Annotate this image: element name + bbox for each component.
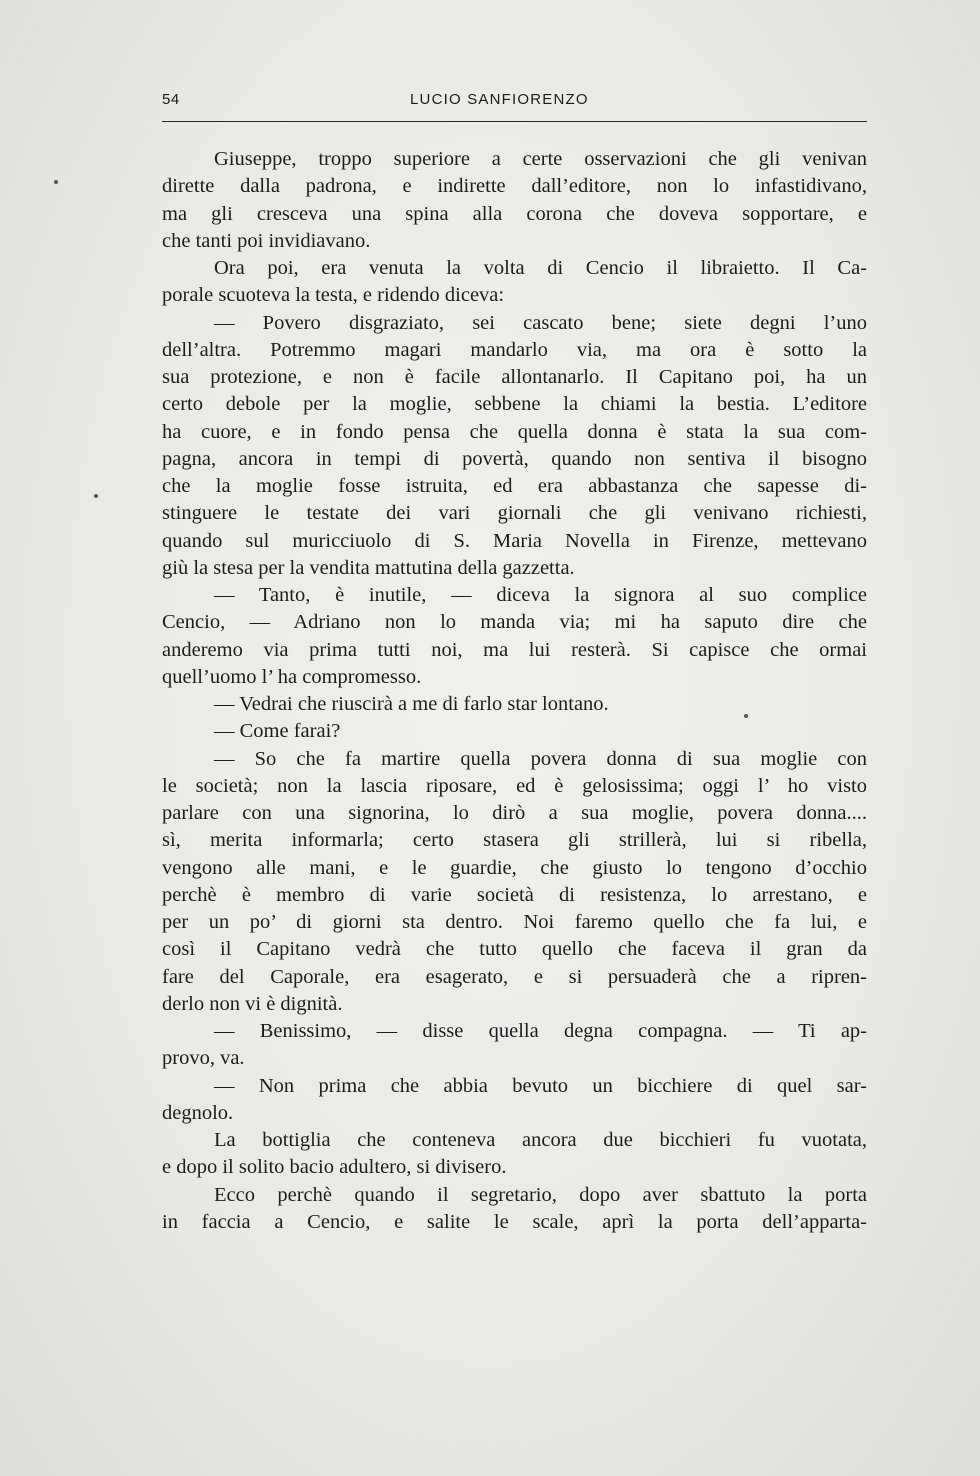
paper-speck	[94, 494, 98, 498]
text-line: — Tanto, è inutile, — diceva la signora al suo complice	[214, 584, 867, 606]
text-line: fare del Caporale, era esagerato, e si persuaderà che a ripren-	[162, 965, 867, 988]
running-head: LUCIO SANFIORENZO	[410, 91, 589, 108]
paper-speck	[744, 714, 748, 718]
text-line: La bottiglia che conteneva ancora due bicchieri fu vuotata,	[214, 1129, 867, 1151]
text-line: stinguere le testate dei vari giornali che gli venivano richiesti,	[162, 502, 867, 525]
text-line: — So che fa martire quella povera donna di sua moglie con	[214, 747, 867, 770]
text-line: che tanti poi invidiavano.	[162, 229, 371, 252]
text-line: — Non prima che abbia bevuto un bicchiere di quel sar-	[214, 1074, 867, 1097]
text-line: anderemo via prima tutti noi, ma lui resterà. Si capisce che ormai	[162, 638, 867, 661]
text-line: — Come farai?	[214, 720, 341, 743]
text-line: così il Capitano vedrà che tutto quello che faceva il gran da	[162, 938, 867, 961]
text-line: e dopo il solito bacio adultero, si divisero.	[162, 1156, 507, 1179]
text-line: vengono alle mani, e le guardie, che giusto lo tengono d’occhio	[162, 856, 867, 879]
text-line: degnolo.	[162, 1101, 234, 1124]
text-line: Cencio, — Adriano non lo manda via; mi ha saputo dire che	[162, 611, 867, 634]
text-line: giù la stesa per la vendita mattutina della gazzetta.	[162, 556, 575, 579]
text-line: perchè è membro di varie società di resistenza, lo arrestano, e	[162, 883, 867, 906]
text-line: — Vedrai che riuscirà a me di farlo star lontano.	[214, 693, 609, 715]
page-number: 54	[162, 91, 180, 108]
text-line: ma gli cresceva una spina alla corona che doveva sopportare, e	[162, 202, 867, 225]
text-line: — Povero disgraziato, sei cascato bene; siete degni l’uno	[214, 311, 867, 334]
text-line: in faccia a Cencio, e salite le scale, aprì la porta dell’apparta-	[162, 1210, 867, 1233]
page-header	[162, 88, 867, 118]
text-line: provo, va.	[162, 1047, 245, 1070]
header-rule	[162, 121, 867, 122]
text-line: Giuseppe, troppo superiore a certe osservazioni che gli venivan	[214, 148, 867, 170]
text-line: dirette dalla padrona, e indirette dall’editore, non lo infastidivano,	[162, 175, 867, 198]
text-line: Ora poi, era venuta la volta di Cencio il libraietto. Il Ca-	[214, 257, 867, 279]
text-line: certo debole per la moglie, sebbene la chiami la bestia. L’editore	[162, 393, 867, 416]
text-line: derlo non vi è dignità.	[162, 992, 343, 1015]
text-line: quando sul muricciuolo di S. Maria Novella in Firenze, mettevano	[162, 529, 867, 552]
text-line: sua protezione, e non è facile allontanarlo. Il Capitano poi, ha un	[162, 366, 867, 388]
text-line: porale scuoteva la testa, e ridendo diceva:	[162, 284, 505, 307]
text-line: quell’uomo l’ ha compromesso.	[162, 665, 422, 688]
text-line: parlare con una signorina, lo dirò a sua moglie, povera donna....	[162, 802, 867, 824]
paper-speck	[54, 180, 58, 184]
text-line: dell’altra. Potremmo magari mandarlo via, ma ora è sotto la	[162, 338, 867, 361]
text-line: ha cuore, e in fondo pensa che quella donna è stata la sua com-	[162, 420, 867, 443]
body-text	[162, 146, 867, 1236]
text-line: sì, merita informarla; certo stasera gli strillerà, lui si ribella,	[162, 829, 867, 852]
text-line: — Benissimo, — disse quella degna compagna. — Ti ap-	[214, 1020, 867, 1042]
text-line: le società; non la lascia riposare, ed è gelosissima; oggi l’ ho visto	[162, 774, 867, 797]
text-line: che la moglie fosse istruita, ed era abbastanza che sapesse di-	[162, 475, 867, 497]
text-line: per un po’ di giorni sta dentro. Noi faremo quello che fa lui, e	[162, 911, 867, 933]
text-line: pagna, ancora in tempi di povertà, quando non sentiva il bisogno	[162, 447, 867, 470]
text-line: Ecco perchè quando il segretario, dopo aver sbattuto la porta	[214, 1183, 867, 1206]
